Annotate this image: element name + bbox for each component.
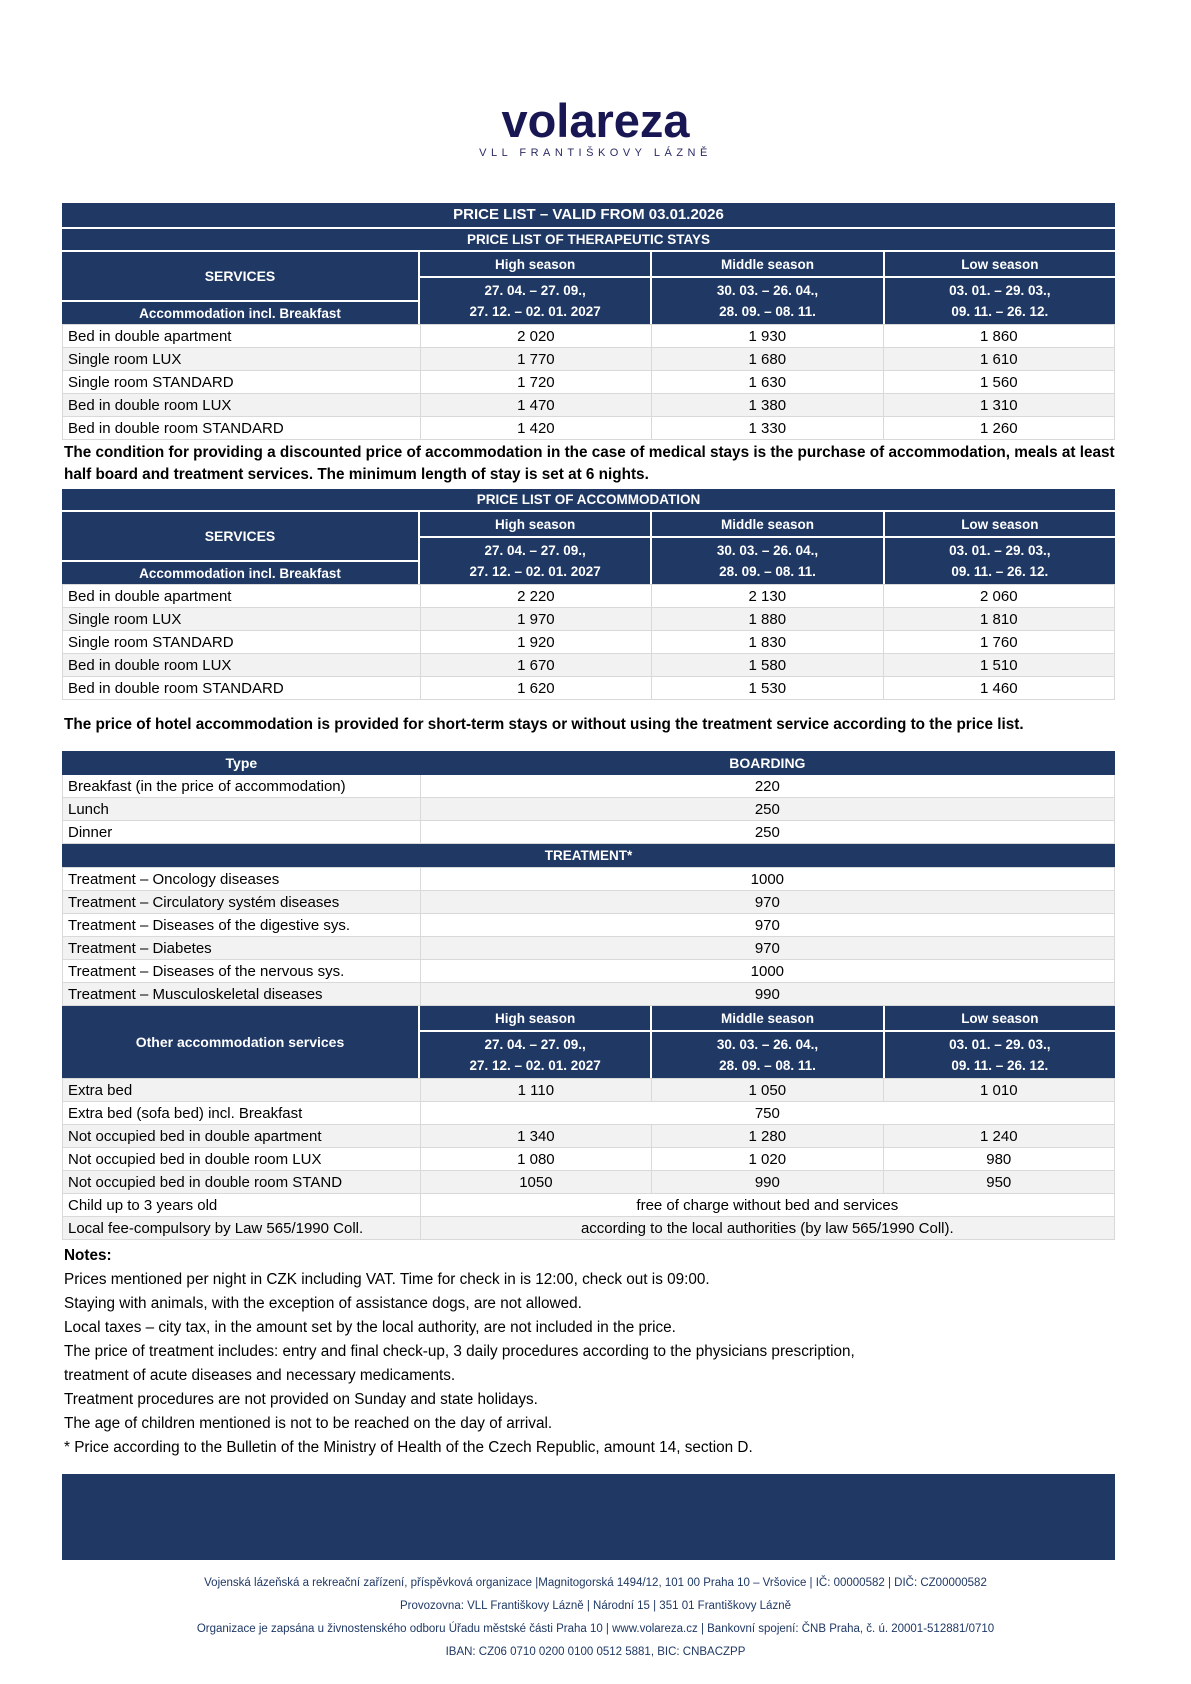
row-label: Treatment – Diabetes	[63, 937, 421, 960]
price-value: 1 330	[652, 417, 883, 440]
accommodation-subheader-cell: Accommodation incl. Breakfast	[62, 302, 418, 324]
treatment-table	[62, 867, 1115, 1006]
table-row	[63, 417, 1115, 440]
boarding-table	[62, 751, 1115, 844]
price-value: 1 770	[420, 348, 651, 371]
row-label: Bed in double room STANDARD	[63, 677, 421, 700]
row-label: Extra bed (sofa bed) incl. Breakfast	[63, 1102, 421, 1125]
boarding-header: BOARDING	[420, 752, 1114, 775]
season-dates-line1: 27. 04. – 27. 09.,	[484, 543, 586, 558]
bottom-navy-bar	[62, 1474, 1115, 1560]
table-row	[63, 631, 1115, 654]
row-label: Single room STANDARD	[63, 631, 421, 654]
row-value: 250	[420, 798, 1114, 821]
price-value: 1 380	[652, 394, 883, 417]
other-services-season-header	[62, 1006, 1115, 1078]
row-label: Bed in double apartment	[63, 325, 421, 348]
boarding-type-header: Type	[63, 752, 421, 775]
other-services-title-cell: Other accommodation services	[62, 1006, 418, 1078]
season-dates-line1: 30. 03. – 26. 04.,	[716, 543, 819, 558]
season-dates-line2: 27. 12. – 02. 01. 2027	[469, 1058, 601, 1073]
price-value: 2 130	[652, 585, 883, 608]
therapeutic-season-header	[62, 252, 1115, 324]
table-row	[63, 585, 1115, 608]
row-value: 250	[420, 821, 1114, 844]
therapeutic-table	[62, 324, 1115, 440]
merged-value: 750	[420, 1102, 1114, 1125]
table-row	[63, 1217, 1115, 1240]
price-value: 2 220	[420, 585, 651, 608]
treatment-section-title: TREATMENT*	[62, 844, 1115, 867]
note-line: * Price according to the Bulletin of the Ministry of Health of the Czech Republic, amount 14, section D.	[64, 1439, 753, 1456]
price-value: 1 810	[883, 608, 1114, 631]
other-services-table	[62, 1078, 1115, 1240]
season-dates-line1: 30. 03. – 26. 04.,	[716, 1037, 819, 1052]
season-dates-line1: 30. 03. – 26. 04.,	[716, 283, 819, 298]
notes-section	[62, 1244, 1115, 1460]
season-name-cell: Low season	[885, 252, 1115, 276]
season-name-cell: Middle season	[652, 512, 882, 536]
notes-title: Notes:	[64, 1247, 112, 1264]
price-value: 1 580	[652, 654, 883, 677]
price-value: 1 560	[883, 371, 1114, 394]
season-dates-cell	[420, 538, 650, 584]
price-value: 2 020	[420, 325, 651, 348]
season-dates-cell	[652, 538, 882, 584]
condition-note-line1: The condition for providing a discounted price of accommodation in the case of medical stays is the purchase of accommodation, meals at least	[64, 444, 1115, 461]
row-value: 970	[420, 914, 1114, 937]
price-value: 1 620	[420, 677, 651, 700]
table-row	[63, 1171, 1115, 1194]
therapeutic-section-title: PRICE LIST OF THERAPEUTIC STAYS	[62, 229, 1115, 250]
price-value: 1 610	[883, 348, 1114, 371]
footer-line: Provozovna: VLL Františkovy Lázně | Národní 15 | 351 01 Františkovy Lázně	[399, 1600, 791, 1612]
row-label: Dinner	[63, 821, 421, 844]
accommodation-table	[62, 584, 1115, 700]
price-value: 1 110	[420, 1079, 651, 1102]
row-label: Not occupied bed in double room LUX	[63, 1148, 421, 1171]
price-value: 1 280	[652, 1125, 883, 1148]
footer-line: Organizace je zapsána u živnostenského odboru Úřadu městské části Praha 10 | www.volareza.cz | Bankovní spojení: ČNB Praha, č. ú. 20001-512881/0710	[196, 1623, 995, 1635]
note-line: Local taxes – city tax, in the amount set by the local authority, are not included in the price.	[64, 1319, 676, 1336]
price-value: 1 630	[652, 371, 883, 394]
row-label: Bed in double room STANDARD	[63, 417, 421, 440]
price-value: 1 880	[652, 608, 883, 631]
price-value: 1 970	[420, 608, 651, 631]
table-row	[63, 371, 1115, 394]
table-row	[63, 868, 1115, 891]
table-row	[63, 348, 1115, 371]
accommodation-section-title: PRICE LIST OF ACCOMMODATION	[62, 489, 1115, 510]
price-value: 1 720	[420, 371, 651, 394]
price-value: 1 510	[883, 654, 1114, 677]
price-value: 950	[883, 1171, 1114, 1194]
table-row	[63, 608, 1115, 631]
main-title-bar: PRICE LIST – VALID FROM 03.01.2026	[62, 203, 1115, 227]
price-value: 1 240	[883, 1125, 1114, 1148]
services-header-cell: SERVICES	[62, 512, 418, 560]
footer	[0, 1572, 1191, 1664]
season-name-cell: High season	[420, 1006, 650, 1030]
season-name-cell: Middle season	[652, 252, 882, 276]
row-label: Bed in double room LUX	[63, 654, 421, 677]
table-row	[63, 1148, 1115, 1171]
row-label: Single room STANDARD	[63, 371, 421, 394]
condition-note	[62, 440, 1115, 489]
table-row	[63, 1079, 1115, 1102]
price-value: 1 260	[883, 417, 1114, 440]
table-row	[63, 325, 1115, 348]
price-value: 1 020	[652, 1148, 883, 1171]
note-line: treatment of acute diseases and necessary medicaments.	[64, 1367, 456, 1384]
row-label: Treatment – Diseases of the nervous sys.	[63, 960, 421, 983]
row-value: 220	[420, 775, 1114, 798]
table-row	[63, 394, 1115, 417]
price-value: 1 420	[420, 417, 651, 440]
season-dates-line2: 27. 12. – 02. 01. 2027	[469, 304, 601, 319]
row-value: 990	[420, 983, 1114, 1006]
season-name-cell: Low season	[885, 512, 1115, 536]
table-row	[63, 798, 1115, 821]
price-value: 2 060	[883, 585, 1114, 608]
row-label: Extra bed	[63, 1079, 421, 1102]
season-dates-cell	[652, 278, 882, 324]
price-value: 1 340	[420, 1125, 651, 1148]
season-name-cell: Middle season	[652, 1006, 882, 1030]
table-row	[63, 891, 1115, 914]
price-value: 1 670	[420, 654, 651, 677]
price-value: 1 010	[883, 1079, 1114, 1102]
notes-lines	[64, 1268, 1115, 1460]
row-value: 970	[420, 937, 1114, 960]
document-body	[62, 203, 1115, 1560]
row-label: Not occupied bed in double room STAND	[63, 1171, 421, 1194]
price-value: 1 050	[652, 1079, 883, 1102]
price-value: 1 830	[652, 631, 883, 654]
price-value: 1 930	[652, 325, 883, 348]
row-label: Treatment – Circulatory systém diseases	[63, 891, 421, 914]
row-label: Treatment – Oncology diseases	[63, 868, 421, 891]
logo-subtitle: VLL FRANTIŠKOVY LÁZNĚ	[479, 147, 712, 159]
logo	[0, 0, 1191, 159]
condition-note-line2: half board and treatment services. The minimum length of stay is set at 6 nights.	[64, 466, 649, 483]
season-dates-line2: 09. 11. – 26. 12.	[951, 564, 1049, 579]
row-label: Treatment – Diseases of the digestive sys.	[63, 914, 421, 937]
price-value: 1 080	[420, 1148, 651, 1171]
boarding-header-row	[63, 752, 1115, 775]
row-label: Child up to 3 years old	[63, 1194, 421, 1217]
table-row	[63, 1125, 1115, 1148]
row-label: Breakfast (in the price of accommodation)	[63, 775, 421, 798]
season-dates-line2: 28. 09. – 08. 11.	[719, 564, 816, 579]
price-value: 1 920	[420, 631, 651, 654]
row-label: Single room LUX	[63, 608, 421, 631]
season-dates-line1: 03. 01. – 29. 03.,	[949, 1037, 1051, 1052]
row-label: Bed in double room LUX	[63, 394, 421, 417]
logo-wordmark: volareza	[501, 94, 690, 147]
services-header-cell: SERVICES	[62, 252, 418, 300]
table-row	[63, 1194, 1115, 1217]
row-value: 1000	[420, 868, 1114, 891]
footer-line: Vojenská lázeňská a rekreační zařízení, příspěvková organizace |Magnitogorská 1494/12, 101 00 Praha 10 – Vršovice | IČ: 00000582 | DIČ: CZ00000582	[204, 1577, 987, 1589]
accommodation-season-header	[62, 512, 1115, 584]
row-value: 1000	[420, 960, 1114, 983]
season-dates-line2: 09. 11. – 26. 12.	[951, 1058, 1049, 1073]
row-value: 970	[420, 891, 1114, 914]
row-label: Local fee-compulsory by Law 565/1990 Coll.	[63, 1217, 421, 1240]
hotel-accommodation-note: The price of hotel accommodation is provided for short-term stays or without using the treatment service according to the price list.	[64, 716, 1024, 733]
row-label: Lunch	[63, 798, 421, 821]
row-label: Treatment – Musculoskeletal diseases	[63, 983, 421, 1006]
note-line: Staying with animals, with the exception of assistance dogs, are not allowed.	[64, 1295, 582, 1312]
table-row	[63, 914, 1115, 937]
merged-value: free of charge without bed and services	[420, 1194, 1114, 1217]
note-line: Treatment procedures are not provided on Sunday and state holidays.	[64, 1391, 538, 1408]
season-dates-cell	[885, 1032, 1115, 1078]
season-dates-cell	[885, 538, 1115, 584]
table-row	[63, 937, 1115, 960]
season-dates-line1: 27. 04. – 27. 09.,	[484, 1037, 586, 1052]
season-dates-cell	[885, 278, 1115, 324]
price-value: 1 530	[652, 677, 883, 700]
table-row	[63, 654, 1115, 677]
price-value: 980	[883, 1148, 1114, 1171]
table-row	[63, 677, 1115, 700]
note-line: The age of children mentioned is not to be reached on the day of arrival.	[64, 1415, 553, 1432]
accommodation-subheader-cell: Accommodation incl. Breakfast	[62, 562, 418, 584]
row-label: Bed in double apartment	[63, 585, 421, 608]
price-value: 1 860	[883, 325, 1114, 348]
row-label: Not occupied bed in double apartment	[63, 1125, 421, 1148]
note-line: The price of treatment includes: entry and final check-up, 3 daily procedures according to the physicians prescription,	[64, 1343, 855, 1360]
season-name-cell: High season	[420, 512, 650, 536]
price-value: 1 460	[883, 677, 1114, 700]
table-row	[63, 775, 1115, 798]
price-value: 1 680	[652, 348, 883, 371]
season-name-cell: Low season	[885, 1006, 1115, 1030]
season-dates-line2: 28. 09. – 08. 11.	[719, 1058, 816, 1073]
merged-value: according to the local authorities (by law 565/1990 Coll).	[420, 1217, 1114, 1240]
price-value: 1050	[420, 1171, 651, 1194]
table-row	[63, 960, 1115, 983]
row-label: Single room LUX	[63, 348, 421, 371]
season-dates-line2: 27. 12. – 02. 01. 2027	[469, 564, 601, 579]
footer-line: IBAN: CZ06 0710 0200 0100 0512 5881, BIC: CNBACZPP	[445, 1646, 746, 1658]
price-value: 1 470	[420, 394, 651, 417]
season-dates-line2: 28. 09. – 08. 11.	[719, 304, 816, 319]
note-line: Prices mentioned per night in CZK including VAT. Time for check in is 12:00, check out is 09:00.	[64, 1271, 710, 1288]
season-dates-cell	[420, 278, 650, 324]
season-dates-line2: 09. 11. – 26. 12.	[951, 304, 1049, 319]
table-row	[63, 983, 1115, 1006]
price-value: 1 760	[883, 631, 1114, 654]
season-dates-cell	[652, 1032, 882, 1078]
season-name-cell: High season	[420, 252, 650, 276]
season-dates-cell	[420, 1032, 650, 1078]
season-dates-line1: 03. 01. – 29. 03.,	[949, 283, 1051, 298]
table-row	[63, 1102, 1115, 1125]
table-row	[63, 821, 1115, 844]
price-value: 990	[652, 1171, 883, 1194]
season-dates-line1: 27. 04. – 27. 09.,	[484, 283, 586, 298]
season-dates-line1: 03. 01. – 29. 03.,	[949, 543, 1051, 558]
price-value: 1 310	[883, 394, 1114, 417]
